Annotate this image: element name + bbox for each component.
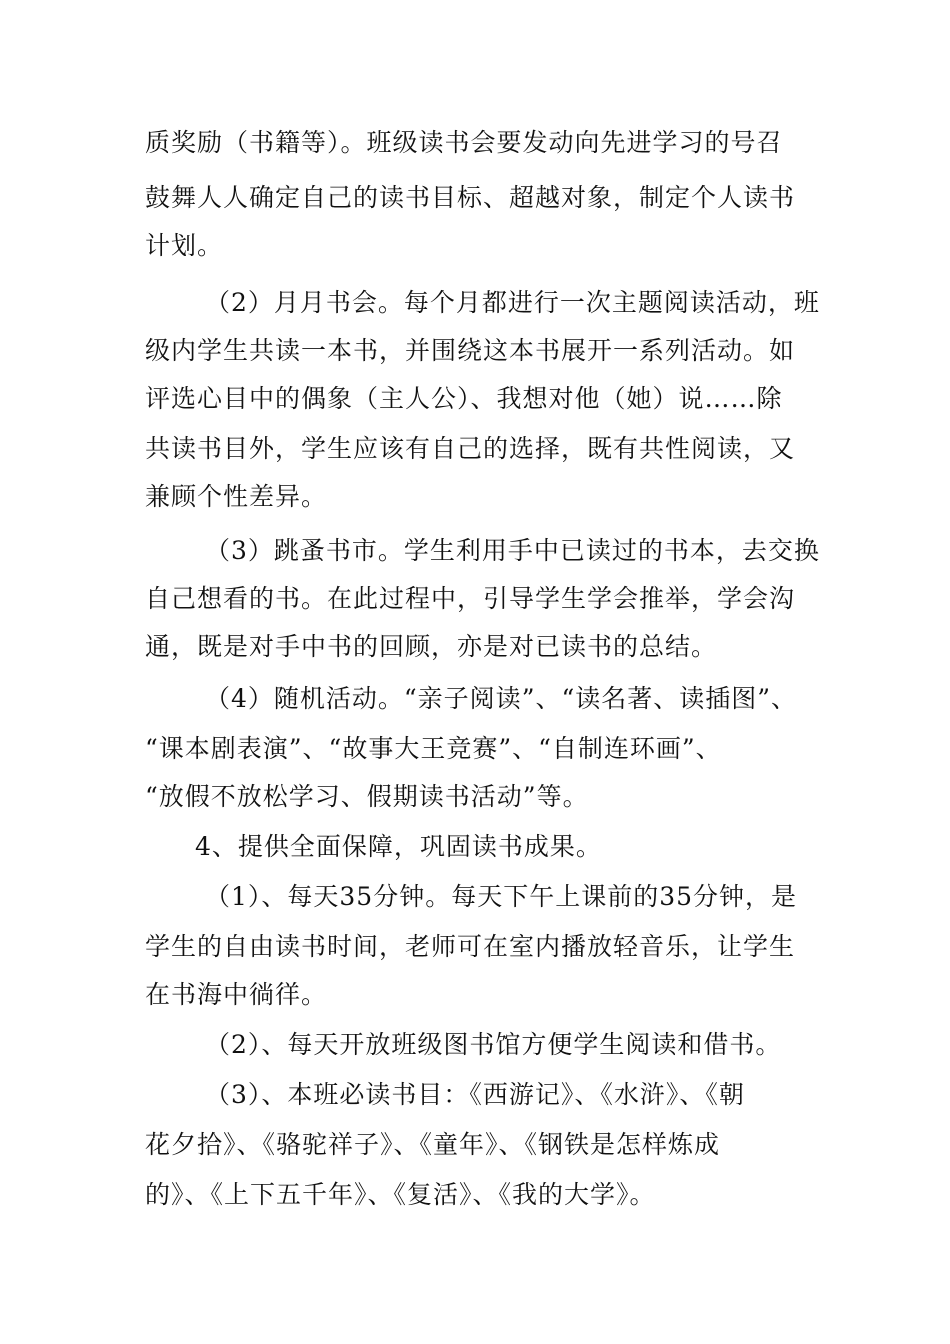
- text-line: 质奖励（书籍等）。班级读书会要发动向先进学习的号召: [145, 128, 783, 157]
- text-line: 的》、《上下五千年》、《复活》、《我的大学》。: [145, 1180, 656, 1209]
- text-line: 通，既是对手中书的回顾，亦是对已读书的总结。: [145, 632, 718, 661]
- text-line: “放假不放松学习、假期读书活动”等。: [145, 782, 589, 811]
- paragraph-first-line: （2）、每天开放班级图书馆方便学生阅读和借书。: [205, 1030, 782, 1059]
- text-line: 自己想看的书。在此过程中，引导学生学会推举，学会沟: [145, 584, 796, 613]
- text-line: 兼顾个性差异。: [145, 482, 328, 511]
- text-line: 计划。: [145, 231, 224, 260]
- paragraph-first-line: （3）、本班必读书目：《西游记》、《水浒》、《朝: [205, 1080, 745, 1109]
- paragraph-first-line: （4）随机活动。“亲子阅读”、“读名著、读插图”、: [205, 684, 798, 713]
- text-line: “课本剧表演”、“故事大王竞赛”、“自制连环画”、: [145, 734, 722, 763]
- text-line: 学生的自由读书时间，老师可在室内播放轻音乐，让学生: [145, 932, 796, 961]
- paragraph-first-line: （2）月月书会。每个月都进行一次主题阅读活动，班: [205, 288, 820, 317]
- text-line: 评选心目中的偶象（主人公）、我想对他（她）说……除: [145, 384, 783, 413]
- paragraph-first-line: （3）跳蚤书市。学生利用手中已读过的书本，去交换: [205, 536, 820, 565]
- text-line: 在书海中徜徉。: [145, 980, 328, 1009]
- section-heading: 4、提供全面保障，巩固读书成果。: [195, 832, 602, 861]
- text-line: 花夕拾》、《骆驼祥子》、《童年》、《钢铁是怎样炼成: [145, 1130, 721, 1159]
- text-line: 鼓舞人人确定自己的读书目标、超越对象，制定个人读书: [145, 183, 796, 212]
- text-line: 级内学生共读一本书，并围绕这本书展开一系列活动。如: [145, 336, 796, 365]
- paragraph-first-line: （1）、每天35分钟。每天下午上课前的35分钟，是: [205, 882, 798, 911]
- text-line: 共读书目外，学生应该有自己的选择，既有共性阅读，又: [145, 434, 796, 463]
